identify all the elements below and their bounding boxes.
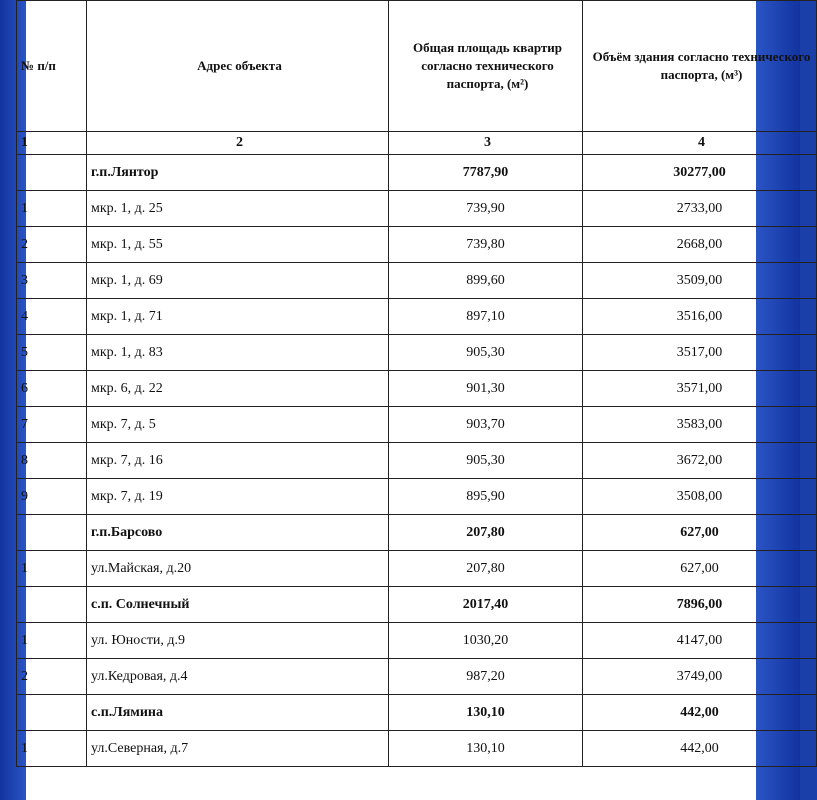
row-area: 1030,20 [389,623,583,659]
row-address: мкр. 7, д. 16 [87,443,389,479]
row-address: мкр. 1, д. 55 [87,227,389,263]
row-number [17,155,87,191]
row-volume: 7896,00 [583,587,817,623]
row-area: 739,90 [389,191,583,227]
table-row [17,299,817,335]
row-area: 899,60 [389,263,583,299]
table-row [17,551,817,587]
row-number: 1 [17,191,87,227]
row-volume: 442,00 [583,731,817,767]
table-row [17,479,817,515]
row-volume: 627,00 [583,515,817,551]
row-number: 1 [17,623,87,659]
row-area: 905,30 [389,443,583,479]
column-number-row [17,132,817,155]
row-area: 2017,40 [389,587,583,623]
row-area: 739,80 [389,227,583,263]
row-area: 130,10 [389,731,583,767]
row-number: 2 [17,659,87,695]
table-row [17,335,817,371]
table-row [17,263,817,299]
row-volume: 3517,00 [583,335,817,371]
column-number-2: 2 [87,132,389,155]
table-row [17,623,817,659]
header-address: Адрес объекта [87,1,389,132]
header-row [17,1,817,132]
row-volume: 2733,00 [583,191,817,227]
group-row [17,587,817,623]
row-address: мкр. 1, д. 69 [87,263,389,299]
row-volume: 2668,00 [583,227,817,263]
row-number: 6 [17,371,87,407]
row-volume: 3583,00 [583,407,817,443]
column-number-4: 4 [583,132,817,155]
row-area: 207,80 [389,515,583,551]
row-volume: 442,00 [583,695,817,731]
row-number: 1 [17,731,87,767]
header-volume: Объём здания согласно технического паспорта, (м³) [583,1,817,132]
housing-table [16,0,817,767]
header-area: Общая площадь квартир согласно технического паспорта, (м²) [389,1,583,132]
row-volume: 30277,00 [583,155,817,191]
row-address: с.п.Лямина [87,695,389,731]
table-row [17,659,817,695]
row-volume: 4147,00 [583,623,817,659]
column-number-3: 3 [389,132,583,155]
row-volume: 627,00 [583,551,817,587]
row-area: 987,20 [389,659,583,695]
row-area: 207,80 [389,551,583,587]
row-number: 9 [17,479,87,515]
row-number [17,587,87,623]
row-area: 901,30 [389,371,583,407]
table-row [17,731,817,767]
row-volume: 3508,00 [583,479,817,515]
table-row [17,443,817,479]
row-address: мкр. 1, д. 25 [87,191,389,227]
row-address: г.п.Барсово [87,515,389,551]
row-address: с.п. Солнечный [87,587,389,623]
row-number: 8 [17,443,87,479]
row-address: г.п.Лянтор [87,155,389,191]
row-number [17,515,87,551]
column-number-1: 1 [17,132,87,155]
row-area: 7787,90 [389,155,583,191]
header-num: № п/п [17,1,87,132]
row-number: 1 [17,551,87,587]
row-volume: 3571,00 [583,371,817,407]
row-number: 3 [17,263,87,299]
row-volume: 3516,00 [583,299,817,335]
table-row [17,227,817,263]
table-row [17,371,817,407]
row-volume: 3509,00 [583,263,817,299]
row-address: мкр. 1, д. 71 [87,299,389,335]
row-volume: 3749,00 [583,659,817,695]
row-number: 2 [17,227,87,263]
row-number: 7 [17,407,87,443]
row-number [17,695,87,731]
table-row [17,407,817,443]
row-address: мкр. 7, д. 5 [87,407,389,443]
row-address: мкр. 7, д. 19 [87,479,389,515]
row-area: 897,10 [389,299,583,335]
group-row [17,695,817,731]
document-sheet [21,0,811,800]
row-area: 903,70 [389,407,583,443]
row-area: 905,30 [389,335,583,371]
row-area: 130,10 [389,695,583,731]
row-area: 895,90 [389,479,583,515]
row-address: мкр. 6, д. 22 [87,371,389,407]
row-number: 5 [17,335,87,371]
row-address: ул. Юности, д.9 [87,623,389,659]
group-row [17,155,817,191]
row-number: 4 [17,299,87,335]
row-address: ул.Кедровая, д.4 [87,659,389,695]
row-address: ул.Майская, д.20 [87,551,389,587]
table-row [17,191,817,227]
row-address: ул.Северная, д.7 [87,731,389,767]
table-body [17,155,817,767]
row-address: мкр. 1, д. 83 [87,335,389,371]
row-volume: 3672,00 [583,443,817,479]
group-row [17,515,817,551]
